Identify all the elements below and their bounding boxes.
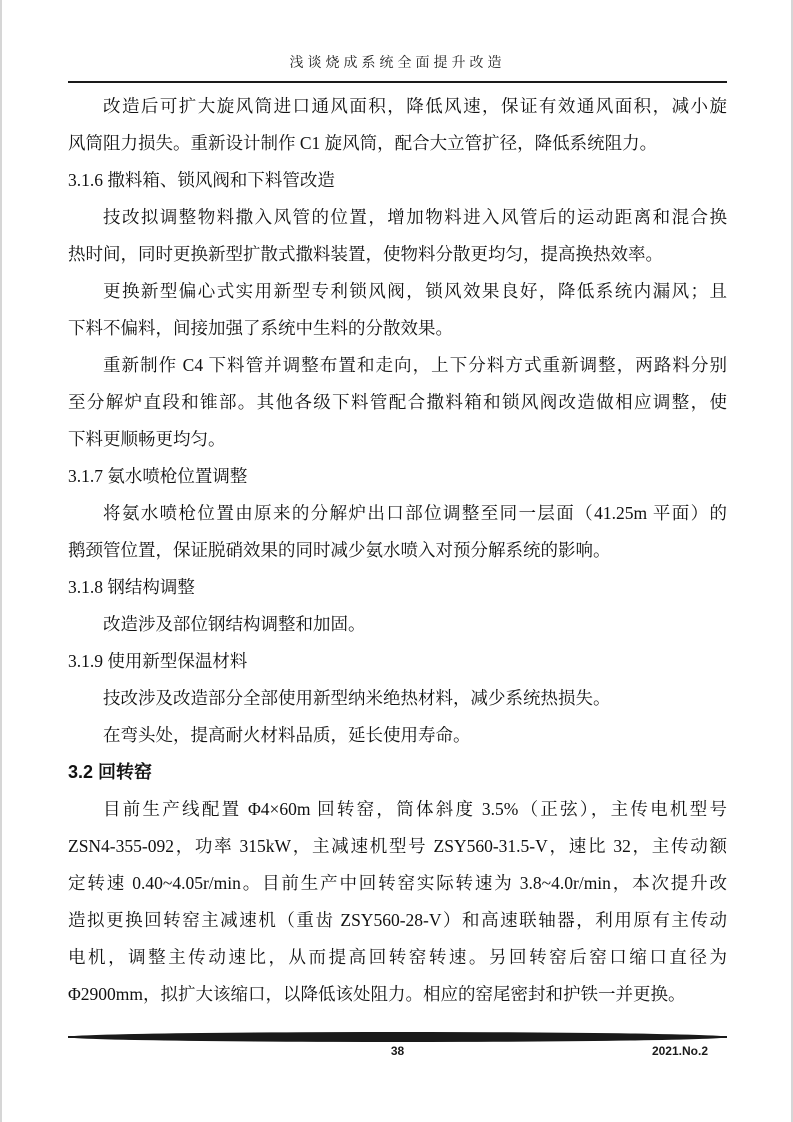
- section-heading: 3.2 回转窑: [68, 762, 153, 782]
- text-line: 定转速 0.40~4.05r/min。目前生产中回转窑实际转速为 3.8~4.0r/min，本次提升改: [68, 873, 727, 893]
- text-line: 重新制作 C4 下料管并调整布置和走向，上下分料方式重新调整，两路料分别: [103, 355, 727, 375]
- section-heading: 3.1.7 氨水喷枪位置调整: [68, 466, 248, 486]
- text-line: 更换新型偏心式实用新型专利锁风阀，锁风效果良好，降低系统内漏风；且: [103, 281, 727, 301]
- footer-divider-lens: [68, 1032, 727, 1042]
- text-line: 下料不偏料，间接加强了系统中生料的分散效果。: [68, 318, 453, 338]
- footer-divider: [68, 1031, 727, 1043]
- text-line: 至分解炉直段和锥部。其他各级下料管配合撒料箱和锁风阀改造做相应调整，使: [68, 392, 727, 412]
- text-line: 在弯头处，提高耐火材料品质，延长使用寿命。: [103, 725, 471, 745]
- text-line: 造拟更换回转窑主减速机（重齿 ZSY560-28-V）和高速联轴器，利用原有主传动: [68, 910, 727, 930]
- scan-edge-shadow-left: [0, 0, 2, 1122]
- text-line: 电机，调整主传动速比，从而提高回转窑转速。另回转窑后窑口缩口直径为: [68, 947, 727, 967]
- text-line: 技改拟调整物料撒入风管的位置，增加物料进入风管后的运动距离和混合换: [103, 207, 727, 227]
- text-line: Φ2900mm，拟扩大该缩口，以降低该处阻力。相应的窑尾密封和护铁一并更换。: [68, 984, 686, 1004]
- document-body: [68, 88, 727, 1013]
- text-line: 风筒阻力损失。重新设计制作 C1 旋风筒，配合大立管扩径，降低系统阻力。: [68, 133, 658, 153]
- section-heading: 3.1.8 钢结构调整: [68, 577, 195, 597]
- text-line: 热时间，同时更换新型扩散式撒料装置，使物料分散更均匀，提高换热效率。: [68, 244, 663, 264]
- section-heading: 3.1.9 使用新型保温材料: [68, 651, 248, 671]
- text-line: 改造后可扩大旋风筒进口通风面积，降低风速，保证有效通风面积，减小旋: [103, 96, 727, 116]
- text-line: 改造涉及部位钢结构调整和加固。: [103, 614, 366, 634]
- text-line: 下料更顺畅更均匀。: [68, 429, 226, 449]
- text-line: 鹅颈管位置，保证脱硝效果的同时减少氨水喷入对预分解系统的影响。: [68, 540, 611, 560]
- text-line: 将氨水喷枪位置由原来的分解炉出口部位调整至同一层面（41.25m 平面）的: [103, 503, 727, 523]
- issue-label: 2021.No.2: [651, 1044, 708, 1058]
- text-line: ZSN4-355-092，功率 315kW，主减速机型号 ZSY560-31.5-V，速比 32，主传动额: [68, 836, 727, 856]
- header-rule: [68, 81, 727, 83]
- page-number: 38: [390, 1044, 405, 1058]
- running-header-title: 浅谈烧成系统全面提升改造: [289, 56, 506, 71]
- text-line: 目前生产线配置 Φ4×60m 回转窑，筒体斜度 3.5%（正弦），主传电机型号: [103, 799, 727, 819]
- text-line: 技改涉及改造部分全部使用新型纳米绝热材料，减少系统热损失。: [103, 688, 611, 708]
- section-heading: 3.1.6 撒料箱、锁风阀和下料管改造: [68, 170, 335, 190]
